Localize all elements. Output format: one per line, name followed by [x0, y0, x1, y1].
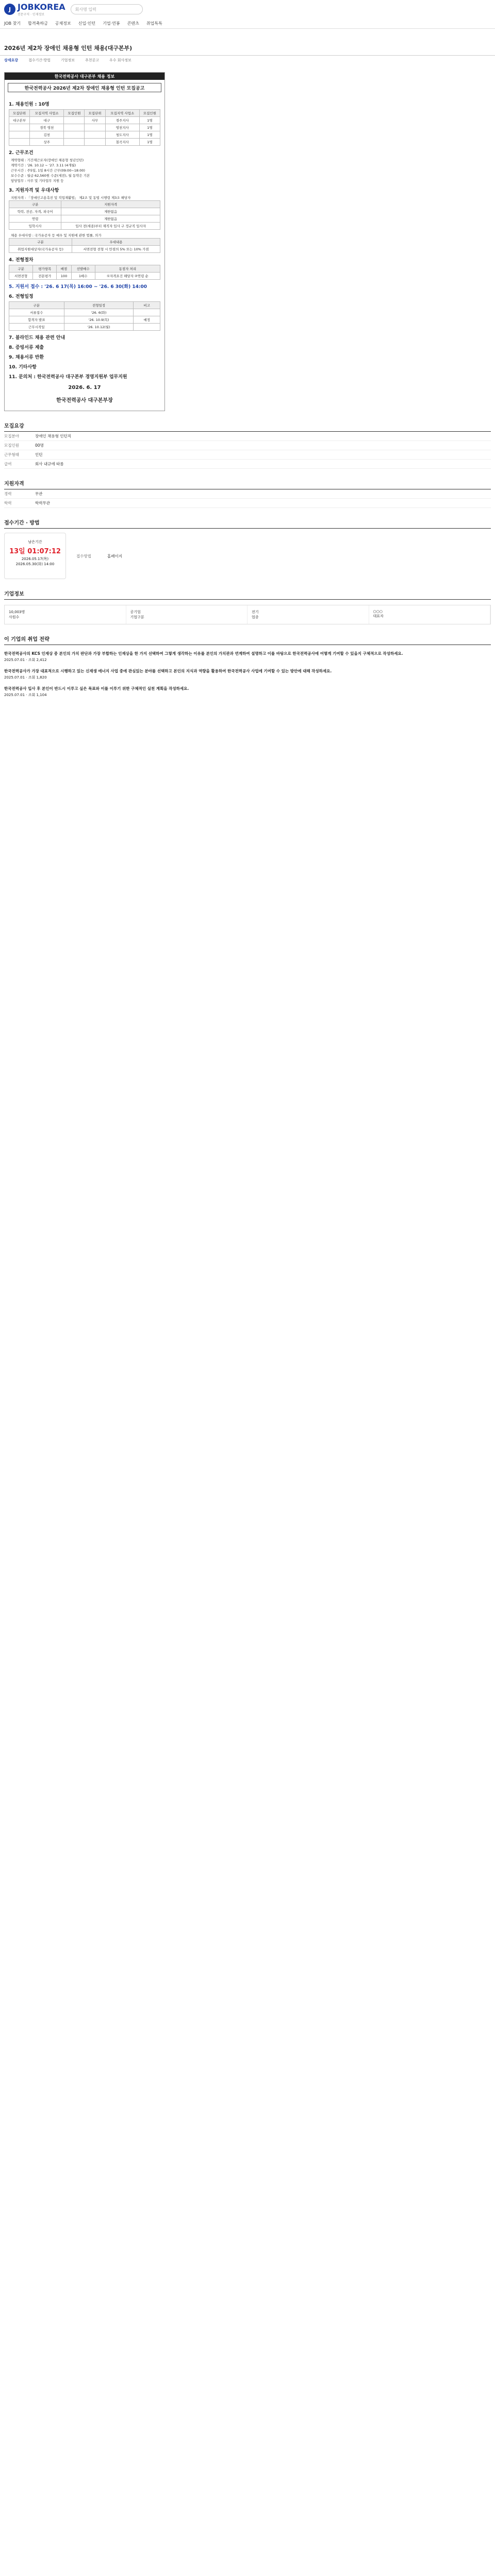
nav-item-job[interactable]: JOB 찾기	[4, 21, 21, 26]
summary-row: 모집인원 00명	[4, 441, 491, 450]
section-documents: 8. 증빙서류 제출	[9, 345, 44, 350]
summary-heading: 모집요강	[4, 419, 491, 432]
nav-item-public[interactable]: 공채정보	[55, 21, 71, 26]
summary-row: 급여 회사 내규에 따름	[4, 460, 491, 469]
summary-section	[4, 419, 491, 698]
table-row: 서면전형 전문평가 100 1배수 ①자격요건 해당자 ②연령 순	[9, 273, 160, 280]
table-row: 상주 칠곡지사 1명	[9, 139, 160, 146]
company-heading: 기업정보	[4, 587, 491, 600]
table-row: 김천 청도지사 1명	[9, 131, 160, 139]
logo-text: JOBKOREA	[18, 2, 65, 12]
summary-row: 근무형태 인턴	[4, 450, 491, 460]
main-nav	[0, 19, 495, 29]
strategy-heading: 이 기업의 취업 전략	[4, 633, 491, 645]
table-row: 연령 제한없음	[9, 215, 160, 223]
doc-date: 2026. 6. 17	[68, 385, 101, 391]
top-header	[0, 0, 495, 19]
nav-item-intern[interactable]: 신입·인턴	[78, 21, 96, 26]
period-heading: 접수기간 · 방법	[4, 516, 491, 529]
qualifications-heading: 지원자격	[4, 477, 491, 489]
nav-item-special[interactable]: 취업특특	[146, 21, 162, 26]
section-blind: 7. 블라인드 채용 관련 안내	[9, 335, 65, 341]
preference-table: 구분 우대내용 취업지원대상자(국가유공자 등) 서면전형 전형 시 만점의 5% 또는 10% 가점	[9, 238, 160, 253]
condition-line: 근무시간 : 주5일, 1일 8시간 근무(09:00~18:00)	[11, 168, 86, 173]
tab-info[interactable]: 우수 회사정보	[109, 58, 131, 62]
logo-subtitle: 전문구직 · 인재정보	[18, 13, 45, 16]
section-return: 9. 채용서류 반환	[9, 355, 44, 360]
list-item[interactable]: 한국전력공사가 가장 대표적으로 시행하고 있는 신재생 에너지 사업 중에 관심있는 분야를 선택하고 본인의 지식과 역량을 활용하여 한국전력공사 사업에 기여할 수 있는 방안에 대해 작성하세요. 2025.07.01 · 조회 1,820	[4, 669, 332, 680]
table-row: 대구본부 대구 사무 경주지사 1명	[9, 117, 160, 124]
condition-line: 보수수준 : 월급 62,560원 수준(세전), 월 동약은 기본	[11, 174, 90, 178]
job-posting-document	[4, 72, 165, 411]
tab-company[interactable]: 기업정보	[60, 58, 75, 62]
section-schedule: 6. 전형일정	[9, 294, 34, 299]
section-headcount: 1. 채용인원 : 10명	[9, 102, 50, 107]
list-item[interactable]: 한국전력공사의 KCS 인재상 중 본인의 가치 판단과 가장 부합하는 인재상을 한 가지 선택하여 그렇게 생각하는 이유를 본인의 가치관과 연계하여 설명하고 이를 바탕으로 한국전력공사에 어떻게 기여할 수 있을지 구체적으로 작성하세요. 2025.07.01 · 조회 2,412	[4, 651, 403, 662]
tab-period[interactable]: 접수기간·방법	[28, 58, 51, 62]
list-item[interactable]: 한국전력공사 입사 후 본인이 반드시 이루고 싶은 목표와 이를 이루기 위한 구체적인 실천 계획을 작성하세요. 2025.07.01 · 조회 1,104	[4, 686, 189, 697]
dday-countdown: 13일 01:07:12	[9, 548, 61, 555]
schedule-table: 구분 전형일정 비고 서류접수 '26. 6(화) 합격자 발표 '26. 10.9(목) 예정 근무시작일 '26. 10.12(월)	[9, 301, 160, 331]
condition-line: 계약기간 : '26. 10.12 ~ '27. 3.11 (4개월)	[11, 163, 76, 167]
section-apply: 5. 지원서 접수 : '26. 6 17(목) 16:00 ~ '26. 6 30(화) 14:00	[9, 284, 147, 290]
nav-item-content[interactable]: 콘텐츠	[127, 21, 139, 26]
jobkorea-logo[interactable]	[4, 2, 65, 16]
qualification-table: 구분 지원자격 학력, 전공, 자격, 외국어 제한없음 연령 제한없음 입학시사 입사 전(세종)부터 재직자 입사 구 정규직 입사자	[9, 200, 160, 230]
table-row: 근무시작일 '26. 10.12(월)	[9, 324, 160, 331]
process-table: 구분 평가항목 배점 선발배수 동점자 처리 서면전형 전문평가 100 1배수 ①자격요건 해당자 ②연령 순	[9, 265, 160, 280]
table-row: 입학시사 입사 전(세종)부터 재직자 입사 구 정규직 입사자	[9, 223, 160, 230]
summary-row: 모집분야 장애인 채용형 인턴직	[4, 432, 491, 441]
section-conditions: 2. 근무조건	[9, 150, 34, 156]
section-etc: 10. 기타사항	[9, 365, 37, 370]
qual-row: 학력 학력무관	[4, 499, 491, 508]
preference-label: 채용 우대사항 : 국가유공자 등 예우 및 지원에 관한 법률, 의가	[11, 233, 102, 238]
dday-box: 남은기간 13일 01:07:12 2026.05.17(목) 2026.05.30(화) 14:00	[4, 533, 66, 579]
tab-recommend[interactable]: 추천공고	[85, 58, 99, 62]
search-placeholder: 회사명 입력	[75, 7, 96, 12]
qual-row: 경력 무관	[4, 489, 491, 499]
detail-tabs	[0, 56, 495, 65]
headcount-table: 모집단위 모집지역 사업소 모집인원 모집단위 모집지역 사업소 모집인원 대구본부 대구 사무 경주지사 1명 경북 영천 영천지사 1명 김천 청도지사 1명 상주 칠곡지사 1명	[9, 109, 160, 146]
nav-item-bonus[interactable]: 합격축하금	[28, 21, 48, 26]
nav-item-company[interactable]: 기업·연봉	[103, 21, 120, 26]
table-row: 서류접수 '26. 6(화)	[9, 309, 160, 316]
table-row: 취업지원대상자(국가유공자 등) 서면전형 전형 시 만점의 5% 또는 10% 가점	[9, 246, 160, 253]
tab-detail[interactable]: 상세요강	[4, 58, 19, 62]
company-info-card[interactable]: 10,003명 사원수 공기업 기업구분 전기 업종 ○○○ 대표자	[4, 605, 491, 624]
doc-org: 한국전력공사 대구본부장	[56, 398, 113, 403]
condition-line: 담당업무 : 사무 및 기타업무 지원 등	[11, 179, 64, 183]
search-input[interactable]	[71, 4, 143, 14]
method-row: 접수방법 홈페이지	[76, 553, 122, 558]
section-qualifications: 3. 지원자격 및 우대사항	[9, 188, 59, 193]
section-process: 4. 전형절차	[9, 258, 34, 263]
table-row: 학력, 전공, 자격, 외국어 제한없음	[9, 208, 160, 215]
table-row: 합격자 발표 '26. 10.9(목) 예정	[9, 316, 160, 324]
table-row: 경북 영천 영천지사 1명	[9, 124, 160, 131]
doc-banner: 한국전력공사 대구본부 채용 정보	[5, 73, 164, 80]
doc-title: 한국전력공사 2026년 제2차 장애인 채용형 인턴 모집공고	[8, 83, 161, 92]
qualification-label: 지원자격 : 「장애인고용촉진 및 직업재활법」 제2조 및 동법 시행령 제3조 해당자	[11, 196, 131, 200]
page-title: 2026년 제2차 장애인 채용형 인턴 채용(대구본부)	[0, 40, 495, 56]
condition-line: 계약형태 : 기간제근로자(장애인 채용형 청년인턴)	[11, 158, 84, 162]
logo-icon: J	[4, 4, 15, 15]
section-contact: 11. 문의처 : 한국전력공사 대구본부 경영지원부 업무지원	[9, 375, 127, 380]
